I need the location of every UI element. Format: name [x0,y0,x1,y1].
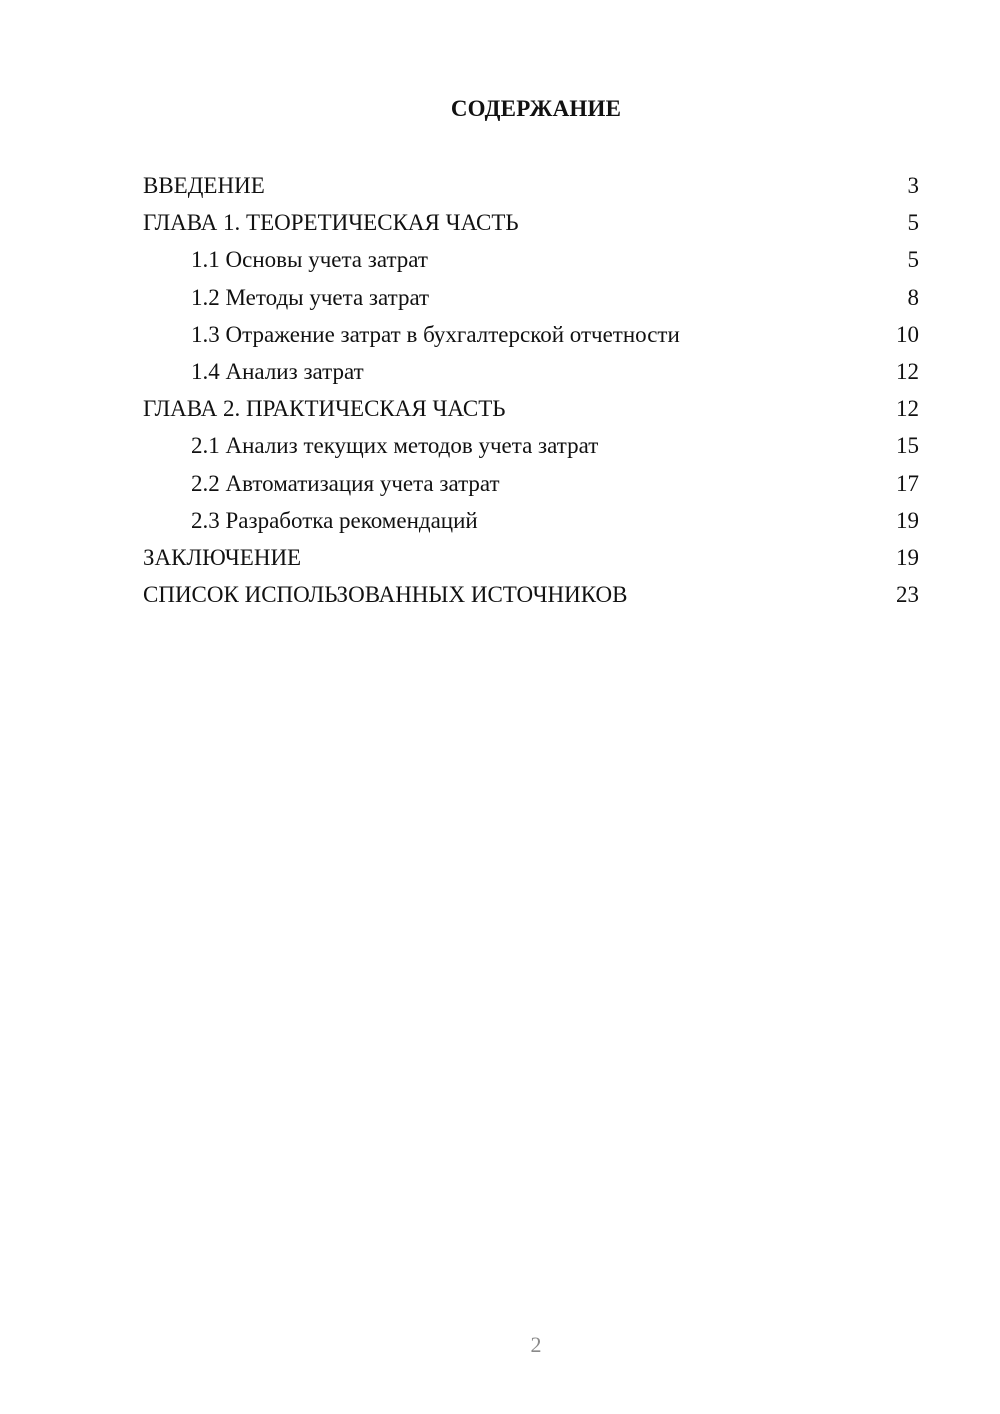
toc-entry-label: ГЛАВА 2. ПРАКТИЧЕСКАЯ ЧАСТЬ [143,396,506,422]
toc-entry [143,167,919,204]
toc-entry-page: 17 [896,470,919,496]
toc-entry-label: 2.2 Автоматизация учета затрат [191,470,500,496]
toc-entry-page: 5 [907,210,919,236]
toc-entry [143,576,919,613]
toc-entry-label: ЗАКЛЮЧЕНИЕ [143,544,302,570]
toc-title: СОДЕРЖАНИЕ [450,96,622,121]
toc-entry-label: ГЛАВА 1. ТЕОРЕТИЧЕСКАЯ ЧАСТЬ [143,210,519,236]
toc-entry-label: ВВЕДЕНИЕ [143,173,265,198]
toc-entry-page: 5 [907,247,919,273]
toc-entry [143,502,919,539]
toc-entry [143,204,919,241]
toc-entry [143,427,919,464]
toc-entry-page: 19 [896,544,919,570]
toc-entry [143,353,919,390]
toc-entry [143,241,919,278]
toc-entry-page: 23 [896,582,919,608]
toc-entry-label: 2.1 Анализ текущих методов учета затрат [191,433,599,459]
toc-entry-page: 15 [896,433,919,459]
toc-entry-page: 12 [896,396,919,422]
toc-entry [143,390,919,427]
table-of-contents [143,167,919,613]
toc-entry-page: 12 [896,358,919,384]
toc-entry-page: 19 [896,507,919,533]
page-number: 2 [530,1332,542,1357]
toc-entry-label: 1.4 Анализ затрат [191,358,364,384]
toc-entry-label: 1.1 Основы учета затрат [191,247,428,273]
toc-entry [143,539,919,576]
toc-entry-label: 1.2 Методы учета затрат [191,284,430,310]
toc-entry-page: 8 [907,284,919,310]
toc-entry [143,279,919,316]
toc-entry-label: СПИСОК ИСПОЛЬЗОВАННЫХ ИСТОЧНИКОВ [143,582,628,608]
toc-entry-label: 1.3 Отражение затрат в бухгалтерской отчетности [191,321,680,347]
toc-entry-page: 3 [907,173,919,198]
toc-entry [143,465,919,502]
toc-entry-page: 10 [896,321,919,347]
toc-entry-label: 2.3 Разработка рекомендаций [191,507,478,533]
toc-entry [143,316,919,353]
